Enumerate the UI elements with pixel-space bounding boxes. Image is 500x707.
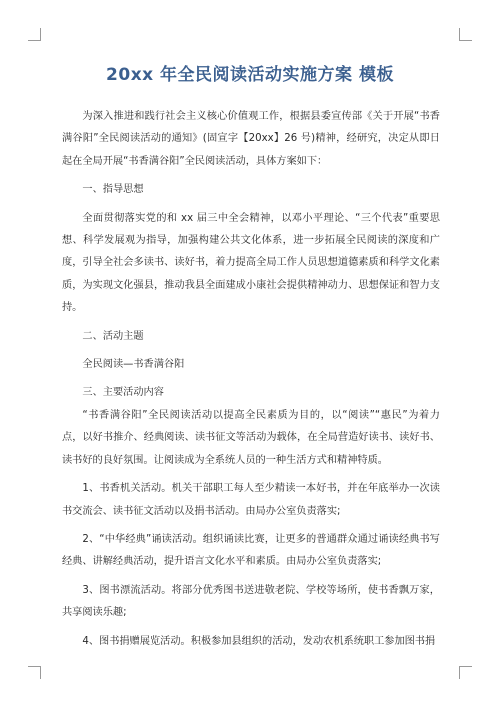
crop-mark-top-left: [28, 28, 41, 41]
document-body: [62, 106, 440, 653]
crop-mark-top-right: [459, 28, 472, 41]
document-title: 20xx 年全民阅读活动实施方案 模板: [106, 65, 394, 85]
paragraph-activity-theme: 全民阅读—书香满谷阳: [82, 359, 185, 371]
heading-activity-theme: 二、活动主题: [82, 330, 144, 342]
list-item-activity-4: 4、图书捐赠展览活动。积极参加县组织的活动，发动农机系统职工参加图书捐: [82, 635, 436, 647]
list-item-activity-2: 2、“中华经典”诵读活动。组织诵读比赛，让更多的普通群众通过诵读经典书写经典、讲解经典活动，提升语言文化水平和素质。由局办公室负责落实;: [62, 533, 440, 568]
paragraph-main-activities: “书香满谷阳”全民阅读活动以提高全民素质为目的，以“阅读”“惠民”为着力点，以好书推介、经典阅读、读书征文等活动为载体，在全局营造好读书、读好书、读书好的良好氛围。让阅读成为全系统人员的一种生活方式和精神特质。: [62, 409, 440, 466]
paragraph-intro: 为深入推进和践行社会主义核心价值观工作，根据县委宣传部《关于开展“书香满谷阳”全民阅读活动的通知》(固宣字【20xx】26 号)精神，经研究，决定从即日起在全局开展“书香满谷阳”全民阅读活动，具体方案如下：: [62, 111, 440, 167]
crop-mark-bottom-left: [28, 666, 41, 679]
paragraph-guiding-ideology: 全面贯彻落实党的和 xx 届三中全会精神，以邓小平理论、“三个代表”重要思想、科学发展观为指导，加强构建公共文化体系，进一步拓展全民阅读的深度和广度，引导全社会多读书、读好书，着力提高全局工作人员思想道德素质和科学文化素质，为实现文化强县，推动我县全面建成小康社会提供精神动力、思想保证和智力支持。: [62, 212, 440, 314]
heading-main-activities: 三、主要活动内容: [82, 387, 164, 399]
crop-mark-bottom-right: [459, 666, 472, 679]
list-item-activity-1: 1、书香机关活动。机关干部职工每人至少精读一本好书，并在年底举办一次读书交流会、读书征文活动以及捐书活动。由局办公室负责落实;: [62, 483, 440, 517]
heading-guiding-ideology: 一、指导思想: [82, 184, 144, 196]
list-item-activity-3: 3、图书漂流活动。将部分优秀图书送进敬老院、学校等场所，使书香飘万家，共享阅读乐趣;: [62, 584, 440, 619]
